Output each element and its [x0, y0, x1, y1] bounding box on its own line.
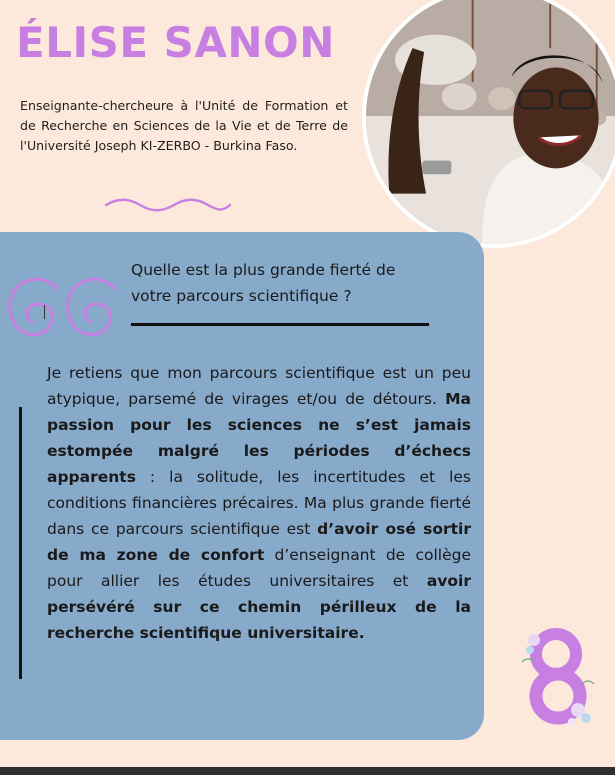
person-name: ÉLISE SANON: [16, 18, 335, 67]
person-bio: Enseignante-chercheure à l'Unité de Formation et de Recherche en Sciences de la Vie et de Terre de l'Université Joseph KI-ZERBO - Burkina Faso.: [20, 98, 348, 153]
quote-mark-icon: [2, 268, 120, 348]
portrait-photo: [362, 0, 615, 248]
answer-bold-2: d’avoir osé sortir de ma zone de confort: [47, 520, 471, 564]
text-cursor: [44, 305, 45, 319]
answer-text-2: : la solitude, les incertitudes et les conditions financières précaires. Ma plus grande fierté dans ce parcours scientifique est: [47, 468, 471, 538]
question-underline: [131, 323, 429, 326]
interview-answer: [47, 360, 471, 646]
answer-text-3: d’enseignant de collège pour allier les études universitaires et: [47, 546, 471, 590]
answer-bold-1: Ma passion pour les sciences ne s’est jamais estompée malgré les périodes d’échecs apparents: [47, 390, 471, 486]
bottom-strip: [0, 767, 615, 775]
answer-bold-3: avoir persévéré sur ce chemin périlleux de la recherche scientifique universitaire.: [47, 572, 471, 642]
answer-text-1: Je retiens que mon parcours scientifique est un peu atypique, parsemé de virages et/ou de détours.: [47, 364, 471, 408]
wave-divider-icon: [104, 196, 232, 214]
answer-side-bar: [19, 407, 22, 679]
portrait-illustration: [366, 0, 615, 244]
number-eight-flower-icon: [516, 622, 598, 730]
interview-question: Quelle est la plus grande fierté de votre parcours scientifique ?: [131, 261, 396, 305]
